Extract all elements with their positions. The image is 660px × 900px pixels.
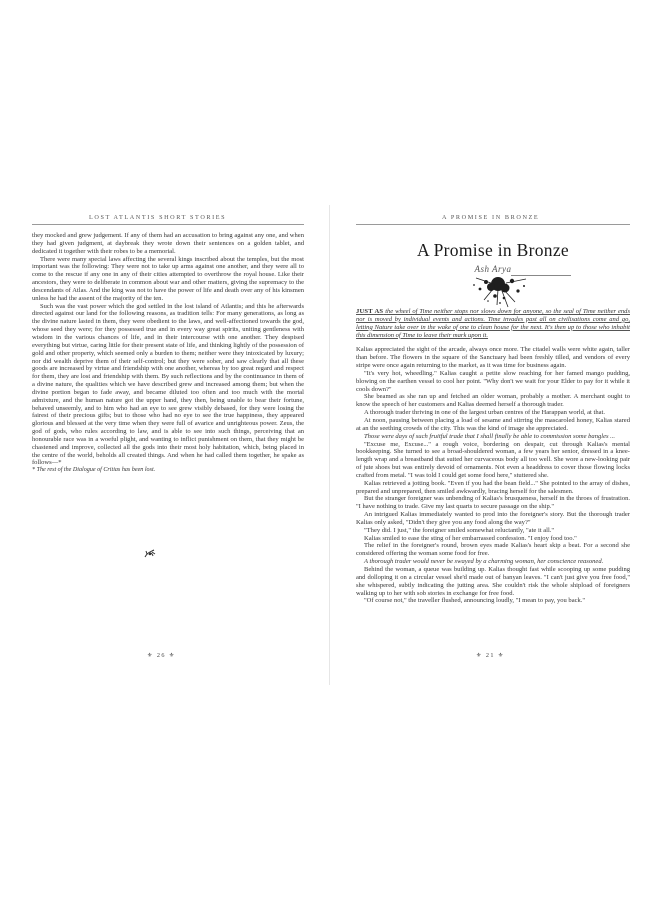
paragraph: At noon, pausing between placing a load of sesame and stirring the mascaroled honey, Kalias stared at an the seething crowds of the city. This was the kind of image she appreciated. bbox=[356, 416, 630, 432]
paragraph: Such was the vast power which the god settled in the lost island of Atlantis; and this he afterwards directed against our land for the following reasons, as tradition tells: For many generations, as long as the divine nature lasted in them, they were obedient to the laws, and well-affectioned towards the god, whose seed they were; for they possessed true and in every way great spirits, uniting gentleness with wisdom in the various chances of life, and in their intercourse with one another. They despised everything but virtue, caring little for their present state of life, and thinking lightly of the possession of gold and other property, which seemed only a burden to them; neither were they intoxicated by luxury; nor did wealth deprive them of their self-control; but they were sober, and saw clearly that all these goods are increased by virtue and friendship with one another, whereas by too great regard and respect for them, they are lost and friendship with them. By such reflections and by the continuance in them of a divine nature, the qualities which we have described grew and increased among them; but when the divine portion began to fade away, and became diluted too often and too much with the mortal admixture, and the human nature got the upper hand, they then, being unable to bear their fortune, behaved unseemly, and to him who had an eye to see grew visibly debased, for they were losing the fairest of their precious gifts; but to those who had no eye to see the true happiness, they appeared glorious and blessed at the very time when they were full of avarice and unrighteous power. Zeus, the god of gods, who rules according to law, and is able to see into such things, perceiving that an honourable race was in a woeful plight, and wanting to inflict punishment on them, that they might be chastened and improve, collected all the gods into their most holy habitation, which, being placed in the centre of the world, beholds all created things. And when he had called them together, he spake as follows—* bbox=[32, 302, 304, 467]
running-head-left: LOST ATLANTIS SHORT STORIES bbox=[89, 214, 227, 221]
paragraph: Behind the woman, a queue was building up. Kalias thought fast while scooping up some pudding and dolloping it on a circular vessel she'd made out of banyan leaves. "I can't just give you free food," she whispered, subtly indicating the jutting area. She couldn't risk the whole shipload of foreigners walking up to her with sob stories in exchange for free food. bbox=[356, 566, 630, 597]
intro-lead-caps: JUST AS bbox=[356, 308, 384, 315]
folio-ornament-icon: ⚜ bbox=[476, 652, 486, 659]
paragraph: Those were days of such fruitful trade that I shall finally be able to commission some bangles ... bbox=[364, 432, 616, 440]
footnote: * The rest of the Dialogue of Critias has been lost. bbox=[32, 467, 156, 474]
ink-splash-ornament-icon bbox=[458, 274, 538, 308]
right-page bbox=[330, 208, 650, 808]
folio-left bbox=[147, 652, 176, 659]
folio-ornament-icon: ⚜ bbox=[494, 652, 505, 659]
paragraph: She beamed as she ran up and fetched an older woman, probably a mother. A merchant ought to know the speech of her customers and Kalias deemed herself a thorough trader. bbox=[356, 393, 630, 409]
left-body-text bbox=[32, 232, 304, 475]
page-number: 26 bbox=[156, 652, 166, 659]
story-author: Ash Arya bbox=[474, 264, 512, 274]
paragraph: A thorough trader would never be swayed by a charming woman, her conscience reasoned. bbox=[364, 558, 604, 566]
left-page bbox=[0, 208, 320, 808]
paragraph: Kalias smiled to ease the sting of her embarrassed confession. "I enjoy food too." bbox=[364, 534, 577, 542]
paragraph: A thorough trader thriving in one of the largest urban centres of the Harappan world, at that. bbox=[364, 409, 605, 417]
paragraph: "Excuse me, Excuse..." a rough voice, bordering on despair, cut through Kalias's mental bookkeeping. She turned to see a broad-shouldered woman, a few years her senior, dressed in a knee-length wrap and a breastband that suited her curvaceous body all too well. She wore a new-looking pair of jute shoes but was entirely devoid of ornaments. Not even a headdress to cover those flowing locks crafted from metal. "I was told I could get some food here," stuttered she. bbox=[356, 440, 630, 479]
paragraph: "It's very hot, wheedling." Kalias caught a petite slow reaching for her famed mango pudding, blowing on the earthen vessel to cool her point. "Why don't we wait for your Elder to pay for it while it cools down?" bbox=[356, 369, 630, 393]
folio-right bbox=[476, 652, 505, 659]
paragraph: The relief in the foreigner's round, brown eyes made Kalias's heart skip a beat. For a second she considered offering the woman some food for free. bbox=[356, 542, 630, 558]
paragraph: Kalias retrieved a jotting book. "Even if you had the bean field..." She pointed to the array of dishes, prepared and unprepared, then smiled awkwardly, bracing herself for the salesmen. bbox=[356, 479, 630, 495]
paragraph: An intrigued Kalias immediately wanted to prod into the foreigner's story. But the thorough trader Kalias only asked, "Didn't they give you any food along the way?" bbox=[356, 511, 630, 526]
folio-ornament-icon: ⚜ bbox=[165, 652, 176, 659]
folio-ornament-icon: ⚜ bbox=[147, 652, 157, 659]
paragraph: There were many special laws affecting the several kings inscribed about the temples, but the most important was the following: They were not to take up arms against one another, and they were all to come to the rescue if any one in any of their cities attempted to overthrow the royal house. Like their ancestors, they were to deliberate in common about war and other matters, giving the supremacy to the descendants of Atlas. And the king was not to have the power of life and death over any of his kinsmen unless he had the assent of the majority of the ten. bbox=[32, 255, 304, 302]
paragraph: Kalias appreciated the sight of the arcade, always once more. The citadel walls were white again, taller than before. The flowers in the square of the Sanctuary had been freshly tilled, and vendors of every stripe were once again returning to the market, as it was time for business again. bbox=[356, 346, 630, 370]
running-head-right: A PROMISE IN BRONZE bbox=[442, 214, 540, 221]
right-body-text bbox=[356, 308, 630, 605]
paragraph: "Of course not," the traveller flushed, announcing loudly, "I mean to pay, you back." bbox=[364, 597, 586, 605]
paragraph: But the stranger foreigner was unbending of Kalias's brusqueness, herself in the throes of frustration. "I have nothing to trade. Give my last quarts to secure passage on the ship." bbox=[356, 495, 630, 511]
page-number: 21 bbox=[485, 652, 495, 659]
head-rule-right bbox=[356, 224, 630, 225]
intro-text: the wheel of Time neither stops nor slows down for anyone, so the seal of Time neither ends nor is moved by individual events and actions. Time invades past all on civilisations come and go, letting Nature take over in the wake of one to clean house for the next. It's then up to those who inhabit this dimension of Time to leave their mark upon it. bbox=[356, 308, 630, 339]
paragraph: they mocked and grew judgement. If any of them had an accusation to bring against any one, and when they had given judgment, at daybreak they wrote down their sentences on a golden tablet, and dedicated it together with their robes to be a memorial. bbox=[32, 232, 304, 255]
fleuron-ornament-icon bbox=[143, 548, 157, 560]
intro-paragraph bbox=[356, 308, 630, 339]
head-rule-left bbox=[32, 224, 304, 225]
story-title: A Promise in Bronze bbox=[416, 240, 569, 260]
paragraph: "They did. I just," the foreigner smiled somewhat reluctantly, "ate it all." bbox=[364, 526, 555, 534]
